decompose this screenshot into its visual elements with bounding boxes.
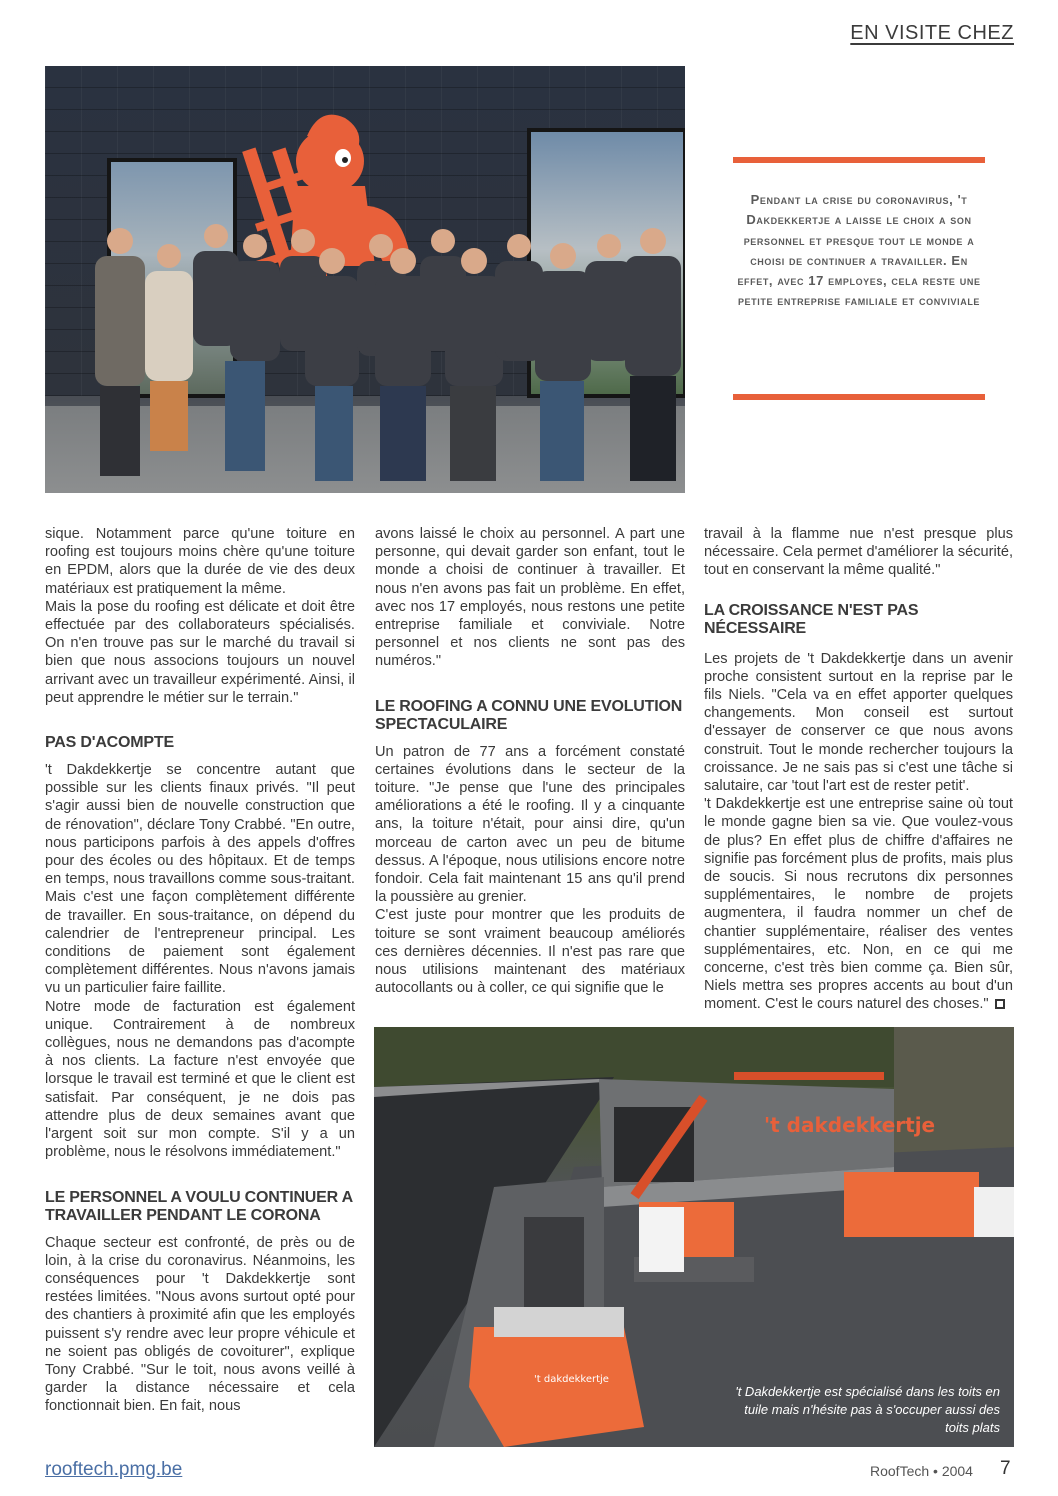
section-label: EN VISITE CHEZ	[850, 22, 1014, 44]
team-group	[75, 216, 685, 493]
quote-rule-top	[733, 157, 985, 163]
paragraph-text: 't Dakdekkertje est une entreprise saine où tout le monde gagne bien sa vie. Que voulez-vous de plus? En effet plus de chiffre d'affaires ne signifie pas forcément plus de profits, mais plus de soucis. Si nous recrutons dix personnes supplémentaires, le nombre de projets augmentera, il faudra nommer un chef de chantier supplémentaire, réaliser des ventes supplémentaires, etc. Non, en ce qui me concerne, c'est très bien comme ça. Bien sûr, Niels mettra ses propres accents au bout d'un moment. C'est le cours naturel des choses."	[704, 796, 1013, 1013]
quote-rule-bottom	[733, 394, 985, 400]
paragraph: avons laissé le choix au personnel. A part une personne, qui devait garder son enfant, tout le monde a choisi de continuer à travailler. Et nous n'en avons pas fait un problème. En effet, avec nos 17 employés, nous restons une petite entreprise familiale et conviviale. Notre personnel et nos clients ne sont pas des numéros."	[375, 526, 685, 670]
article-column-3	[704, 525, 1013, 1014]
paragraph: Chaque secteur est confronté, de près ou de loin, à la crise du coronavirus. Néanmoins, les conséquences pour 't Dakdekkertje sont restées limitées. "Nous avons surtout opté pour des chantiers à proximité afin que les employés puissent s'y rendre avec leur propre véhicule et ne soient pas obligés de covoiturer", explique Tony Crabbé. "Sur le toit, nous avons veillé à garder la distance nécessaire et cela fonctionnait bien. En fait, nous	[45, 1234, 355, 1415]
paragraph	[704, 795, 1013, 1013]
paragraph: Mais la pose du roofing est délicate et doit être effectuée par des collaborateurs spécialisés. On n'en trouve pas sur le marché du travail si bien que nous associons toujours un nouvel arrivant avec un travailleur expérimenté. Ainsi, il peut apprendre le métier sur le terrain."	[45, 598, 355, 706]
article-column-1	[45, 525, 355, 1416]
subheading-personnel: LE PERSONNEL A VOULU CONTINUER A TRAVAILLER PENDANT LE CORONA	[45, 1188, 353, 1224]
paragraph: Les projets de 't Dakdekkertje dans un avenir proche consistent surtout en la reprise par le fils Niels. "Cela va en effet apporter quelques changements. Mon conseil est surtout d'essayer de conserver ce que nous avons construit. Tout le monde rechercher toujours la croissance. Je ne sais pas si c'est une tâche si salutaire, car 'tout l'art est de rester petit'.	[704, 650, 1013, 795]
article-column-2	[375, 525, 685, 997]
publication-info: RoofTech • 2004	[870, 1463, 973, 1479]
photo-caption: 't Dakdekkertje est spécialisé dans les toits en tuile mais n'hésite pas à s'occuper aussi des toits plats	[735, 1384, 1000, 1435]
website-link[interactable]: rooftech.pmg.be	[45, 1459, 183, 1480]
team-photo	[45, 66, 685, 493]
paragraph: Un patron de 77 ans a forcément constaté certaines évolutions dans le secteur de la toiture. "Je pense que l'une des principales améliorations a été le roofing. Il y a cinquante ans, la toiture n'était, pour ainsi dire, qu'un morceau de carton avec un peu de bitume dessus. A l'époque, nous utilisions encore notre fondoir. Cela fait maintenant 15 ans qu'il prend la poussière au grenier.	[375, 743, 685, 906]
end-of-article-icon	[995, 999, 1005, 1009]
subheading-croissance: LA CROISSANCE N'EST PAS NÉCESSAIRE	[704, 601, 919, 637]
paragraph: 't Dakdekkertje se concentre autant que possible sur les clients finaux privés. "Il peut s'agir aussi bien de nouvelle construction que de rénovation", déclare Tony Crabbé. "En outre, nous participons parfois à des appels d'offres pour des écoles ou des hôpitaux. Et de temps en temps, nous travaillons comme sous-traitant. Mais c'est une façon complètement différente de travailler. En sous-traitance, on dépend du calendrier de l'entrepreneur principal. Les conditions de paiement sont également complètement différentes. Nous n'avons jamais vu un particulier faire faillite.	[45, 762, 355, 997]
company-aerial-photo	[374, 1027, 1014, 1447]
paragraph: sique. Notamment parce qu'une toiture en roofing est toujours moins chère qu'une toiture en EPDM, alors que la durée de vie des deux matériaux est pratiquement la même.	[45, 526, 355, 597]
paragraph: C'est juste pour montrer que les produits de toiture se sont vraiment beaucoup améliorés ces dernières décennies. Il n'est pas rare que nous utilisions maintenant des matériaux autocollants ou à coller, ce qui signifie que le	[375, 907, 685, 997]
paragraph: travail à la flamme nue n'est presque plus nécessaire. Cela permet d'améliorer la sécurité, tout en conservant la même qualité."	[704, 526, 1013, 579]
paragraph: Notre mode de facturation est également unique. Contrairement à de nombreux collègues, nous ne demandons pas d'acompte à nos clients. La facture n'est envoyée que lorsque le travail est terminé et que le client est satisfait. Par conséquent, je ne dois pas attendre plus de deux semaines avant que l'argent soit sur mon compte. S'il y a un problème, nous le résolvons immédiatement."	[45, 998, 355, 1161]
pull-quote	[733, 157, 985, 400]
van-sign: 't dakdekkertje	[534, 1374, 609, 1385]
page-number: 7	[1000, 1458, 1011, 1479]
subheading-roofing: LE ROOFING A CONNU UNE EVOLUTION SPECTACULAIRE	[375, 697, 683, 733]
pull-quote-text: Pendant la crise du coronavirus, 't Dakdekkertje a laisse le choix a son personnel et presque tout le monde a choisi de continuer a travailler. En effet, avec 17 employes, cela reste une petite entreprise familiale et conviviale	[737, 192, 981, 309]
subheading-acompte: PAS D'ACOMPTE	[45, 734, 174, 752]
building-sign: 't dakdekkertje	[764, 1113, 936, 1137]
